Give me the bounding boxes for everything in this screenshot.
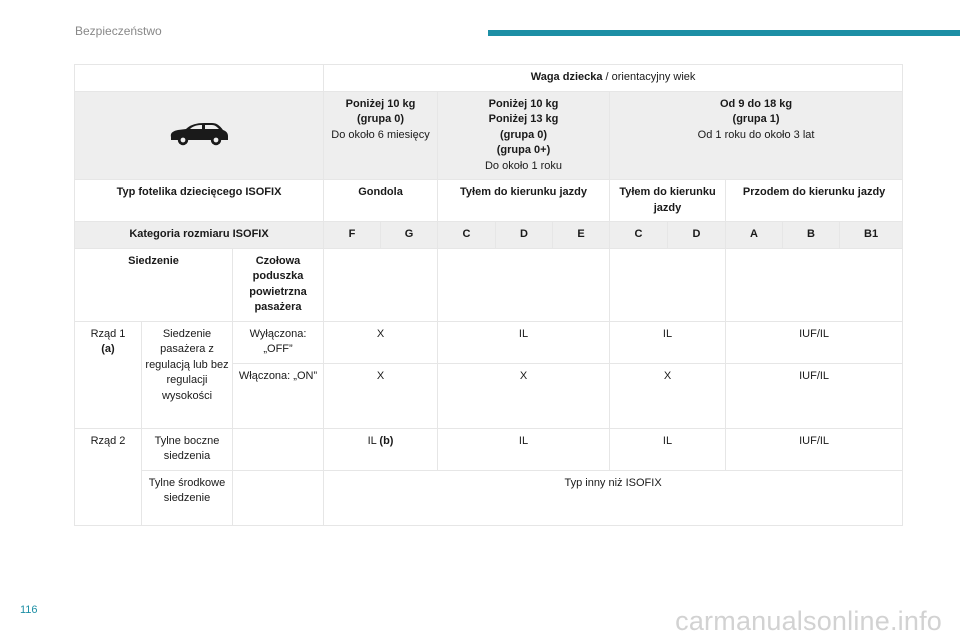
row2-side-seat: Tylne boczne siedzenia xyxy=(142,428,233,470)
non-isofix-cell: Typ inny niż ISOFIX xyxy=(324,470,903,525)
airbag-off-label: Wyłączona: „OFF” xyxy=(233,321,324,363)
blank-cell xyxy=(726,248,903,321)
seat-header-row xyxy=(75,248,903,321)
size-category-row xyxy=(75,222,903,249)
airbag-on-label: Włączona: „ON” xyxy=(233,363,324,428)
row1-seat-description: Siedzenie pasażera z regulacją lub bez regulacji wysokości xyxy=(142,321,233,428)
size-code-cell: B xyxy=(783,222,840,249)
rear-facing-cell: Tyłem do kierunku jazdy xyxy=(438,180,610,222)
row1-label: Rząd 1 (a) xyxy=(75,321,142,428)
blank-cell xyxy=(610,248,726,321)
compat-value: IL xyxy=(610,321,726,363)
watermark: carmanualsonline.info xyxy=(675,606,942,636)
row2-center-seat: Tylne środkowe siedzenie xyxy=(142,470,233,525)
row2-center-row xyxy=(75,470,903,525)
size-category-label: Kategoria rozmiaru ISOFIX xyxy=(75,222,324,249)
group-0-cell: Poniżej 10 kg (grupa 0) Do około 6 miesięcy xyxy=(324,91,438,180)
row2-label: Rząd 2 xyxy=(75,428,142,525)
size-code-cell: B1 xyxy=(840,222,903,249)
car-icon-cell xyxy=(75,91,324,180)
header-accent-bar xyxy=(488,30,960,36)
compat-value: IUF/IL xyxy=(726,321,903,363)
blank-cell xyxy=(233,428,324,470)
compat-value: IL xyxy=(610,428,726,470)
size-code-cell: A xyxy=(726,222,783,249)
forward-facing-cell: Przodem do kierunku jazdy xyxy=(726,180,903,222)
compat-value: X xyxy=(324,321,438,363)
compat-value: X xyxy=(610,363,726,428)
isofix-table xyxy=(74,64,903,526)
size-code-cell: D xyxy=(496,222,553,249)
groups-row xyxy=(75,91,903,180)
seat-type-label: Typ fotelika dziecięcego ISOFIX xyxy=(75,180,324,222)
seat-type-row xyxy=(75,180,903,222)
compat-value: IUF/IL xyxy=(726,428,903,470)
group-1-cell: Od 9 do 18 kg (grupa 1) Od 1 roku do około 3 lat xyxy=(610,91,903,180)
blank-cell xyxy=(438,248,610,321)
compat-value: X xyxy=(324,363,438,428)
rear-facing-cell-2: Tyłem do kierunku jazdy xyxy=(610,180,726,222)
compat-value: IL xyxy=(438,428,610,470)
blank-cell xyxy=(75,65,324,92)
size-code-cell: F xyxy=(324,222,381,249)
size-code-cell: C xyxy=(438,222,496,249)
row2-side-row xyxy=(75,428,903,470)
compat-value: IUF/IL xyxy=(726,363,903,428)
car-icon xyxy=(168,120,230,146)
size-code-cell: C xyxy=(610,222,668,249)
section-title: Bezpieczeństwo xyxy=(75,24,162,38)
compat-value: IL xyxy=(438,321,610,363)
blank-cell xyxy=(324,248,438,321)
seat-header: Siedzenie xyxy=(75,248,233,321)
weight-header-row xyxy=(75,65,903,92)
blank-cell xyxy=(233,470,324,525)
page-number: 116 xyxy=(20,604,38,616)
gondola-cell: Gondola xyxy=(324,180,438,222)
size-code-cell: G xyxy=(381,222,438,249)
weight-header: Waga dziecka / orientacyjny wiek xyxy=(324,65,903,92)
group-0plus-cell: Poniżej 10 kg Poniżej 13 kg (grupa 0) (grupa 0+) Do około 1 roku xyxy=(438,91,610,180)
size-code-cell: E xyxy=(553,222,610,249)
compat-value: X xyxy=(438,363,610,428)
compat-value: IL (b) xyxy=(324,428,438,470)
size-code-cell: D xyxy=(668,222,726,249)
airbag-header: Czołowa poduszka powietrzna pasażera xyxy=(233,248,324,321)
row1-airbag-off-row xyxy=(75,321,903,363)
